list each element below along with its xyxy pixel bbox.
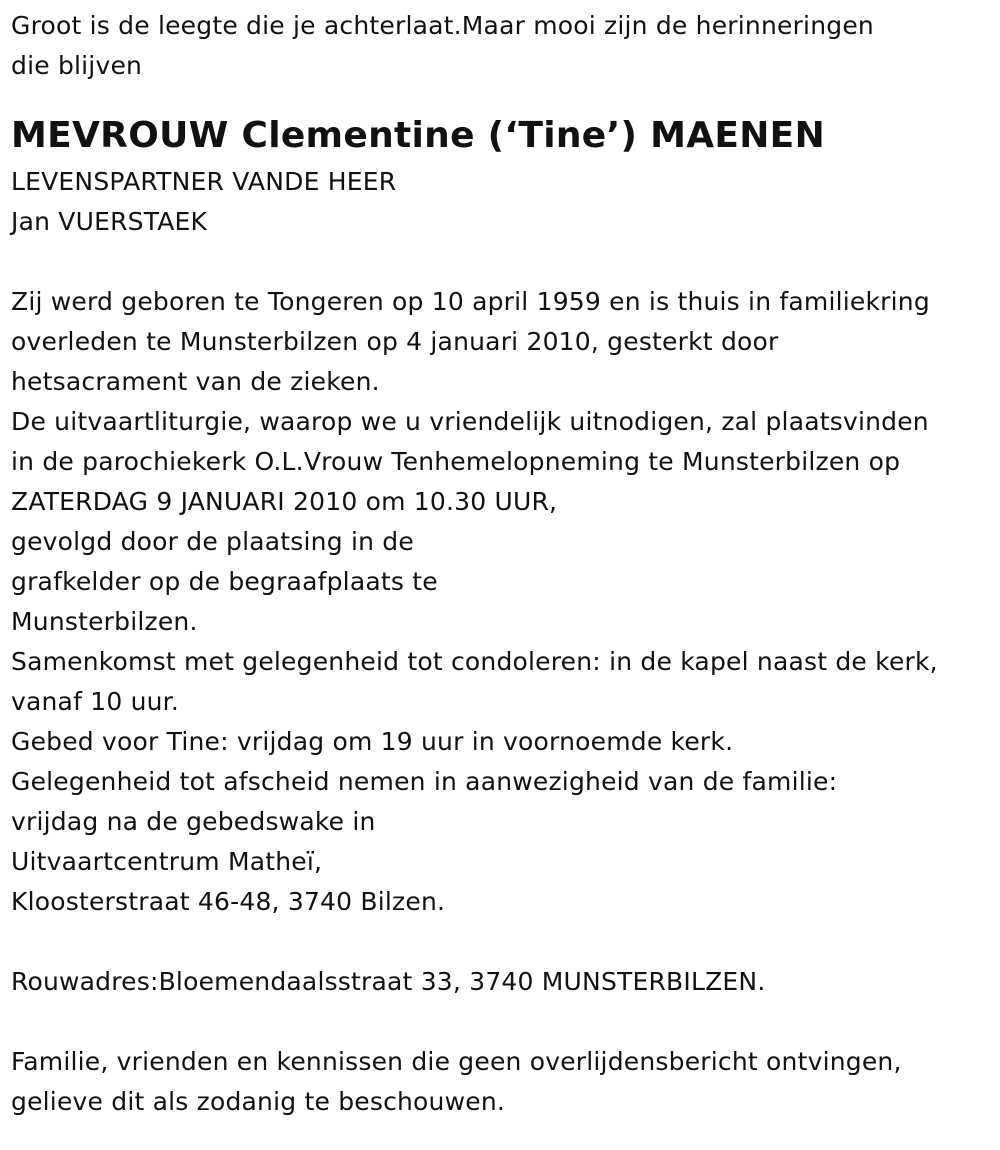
motto xyxy=(11,6,991,86)
body-line: vrijdag na de gebedswake in xyxy=(11,807,376,836)
notice-body xyxy=(11,282,991,922)
body-line: De uitvaartliturgie, waarop we u vriendelijk uitnodigen, zal plaatsvinden xyxy=(11,407,929,436)
body-line: Uitvaartcentrum Matheï, xyxy=(11,847,323,876)
spacer xyxy=(11,922,991,962)
relation-line: Jan VUERSTAEK xyxy=(11,207,208,236)
spacer xyxy=(11,242,991,282)
deceased-name: MEVROUW Clementine (‘Tine’) MAENEN xyxy=(11,115,825,156)
relation xyxy=(11,162,991,242)
closing-note xyxy=(11,1042,991,1122)
relation-line: LEVENSPARTNER VANDE HEER xyxy=(11,167,397,196)
closing-line: Familie, vrienden en kennissen die geen overlijdensbericht ontvingen, xyxy=(11,1047,902,1076)
body-line: Munsterbilzen. xyxy=(11,607,198,636)
body-line: gevolgd door de plaatsing in de xyxy=(11,527,414,556)
motto-line: die blijven xyxy=(11,51,143,80)
motto-line: Groot is de leegte die je achterlaat.Maar mooi zijn de herinneringen xyxy=(11,11,874,40)
obituary-notice xyxy=(11,6,991,1122)
body-line: Gebed voor Tine: vrijdag om 19 uur in voornoemde kerk. xyxy=(11,727,734,756)
body-line: vanaf 10 uur. xyxy=(11,687,180,716)
body-line: Kloosterstraat 46-48, 3740 Bilzen. xyxy=(11,887,446,916)
body-line: in de parochiekerk O.L.Vrouw Tenhemelopneming te Munsterbilzen op xyxy=(11,447,901,476)
body-line: hetsacrament van de zieken. xyxy=(11,367,380,396)
body-line: ZATERDAG 9 JANUARI 2010 om 10.30 UUR, xyxy=(11,487,558,516)
body-line: Gelegenheid tot afscheid nemen in aanwezigheid van de familie: xyxy=(11,767,838,796)
body-line: overleden te Munsterbilzen op 4 januari 2010, gesterkt door xyxy=(11,327,779,356)
mourning-address: Rouwadres:Bloemendaalsstraat 33, 3740 MUNSTERBILZEN. xyxy=(11,967,766,996)
closing-line: gelieve dit als zodanig te beschouwen. xyxy=(11,1087,506,1116)
body-line: Samenkomst met gelegenheid tot condoleren: in de kapel naast de kerk, xyxy=(11,647,938,676)
body-line: Zij werd geboren te Tongeren op 10 april 1959 en is thuis in familiekring xyxy=(11,287,930,316)
body-line: grafkelder op de begraafplaats te xyxy=(11,567,438,596)
spacer xyxy=(11,1002,991,1042)
